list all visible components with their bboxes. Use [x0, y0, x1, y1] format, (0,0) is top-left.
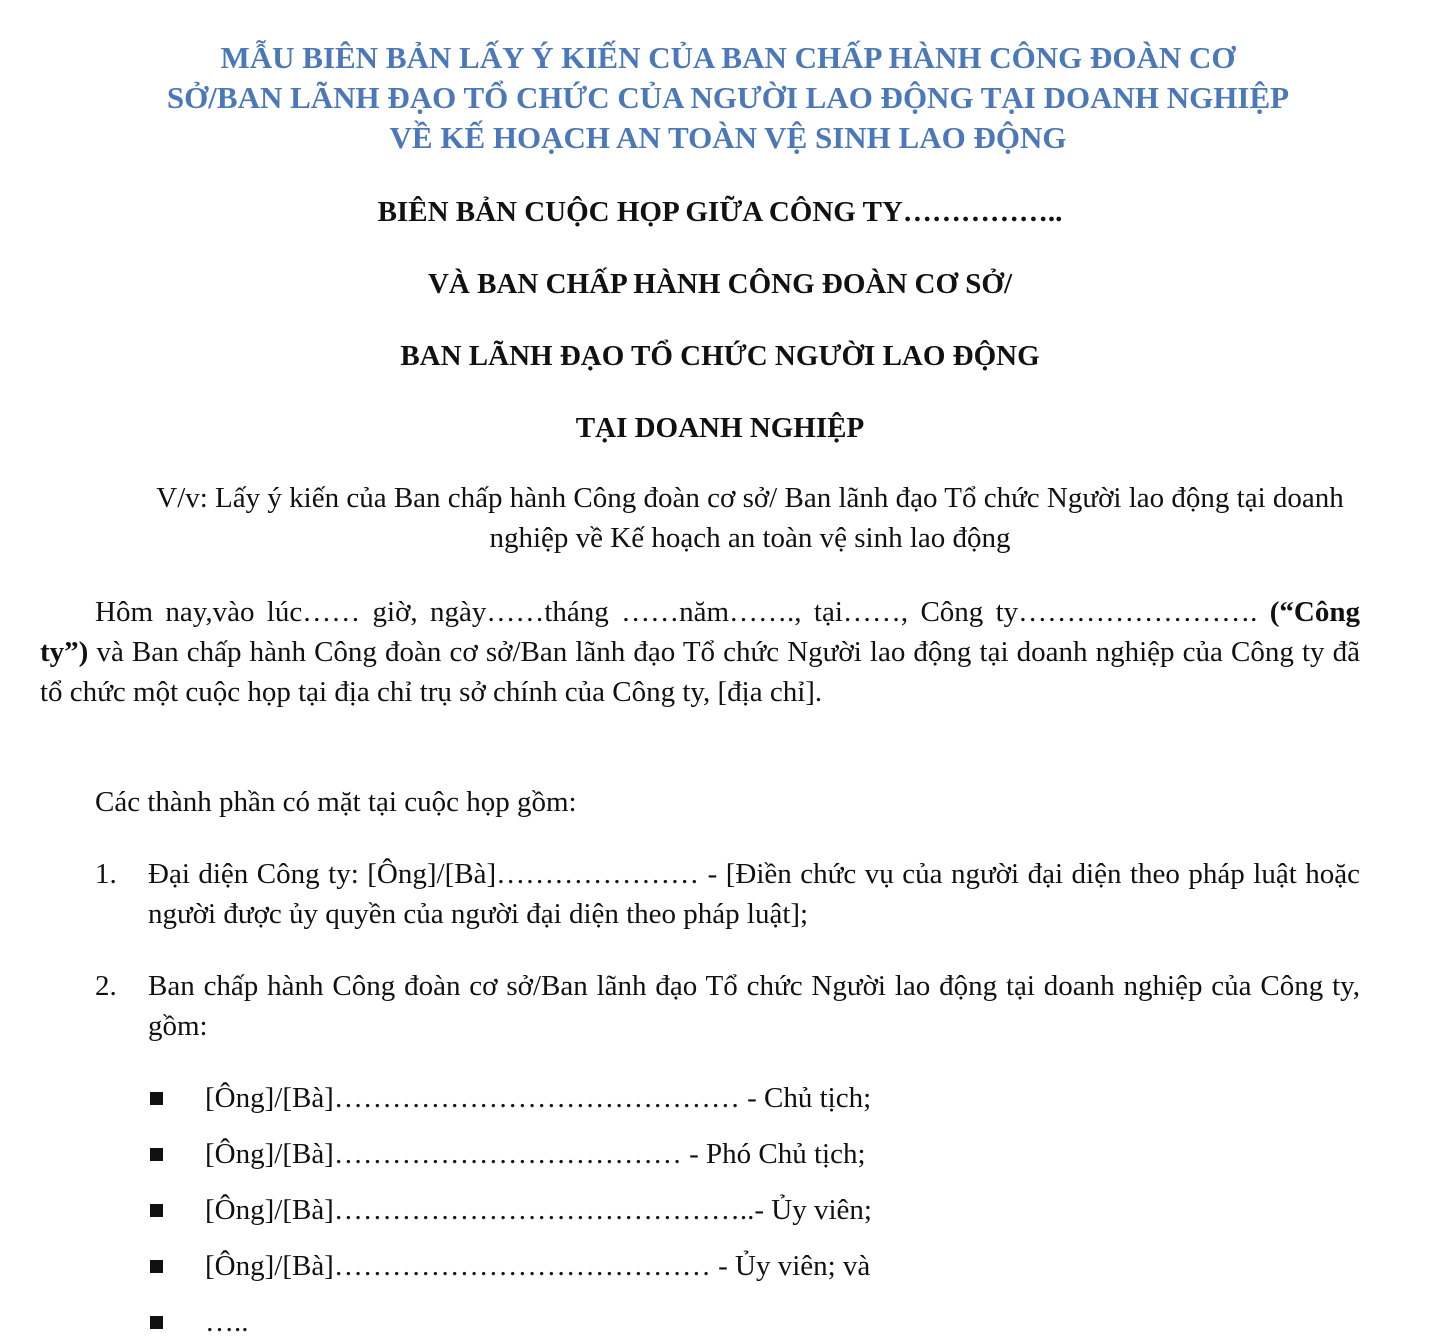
- title-line: MẪU BIÊN BẢN LẤY Ý KIẾN CỦA BAN CHẤP HÀNH CÔNG ĐOÀN CƠ: [220, 40, 1236, 75]
- square-bullet-icon: [150, 1092, 163, 1105]
- member-text: [Ông]/[Bà]……………………………… - Phó Chủ tịch;: [205, 1138, 866, 1170]
- square-bullet-icon: [150, 1148, 163, 1161]
- member-item: [150, 1190, 872, 1230]
- list-item: [95, 966, 1360, 1046]
- list-item: [95, 854, 1360, 934]
- heading-line: BAN LÃNH ĐẠO TỔ CHỨC NGƯỜI LAO ĐỘNG: [400, 340, 1040, 372]
- intro-paragraph: [40, 592, 1360, 712]
- intro-text: và Ban chấp hành Công đoàn cơ sở/Ban lãnh đạo Tổ chức Người lao động tại doanh nghiệp của Công ty đã tổ chức một cuộc họp tại địa chỉ trụ sở chính của Công ty, [địa chỉ].: [40, 636, 1360, 708]
- heading-line: VÀ BAN CHẤP HÀNH CÔNG ĐOÀN CƠ SỞ/: [427, 268, 1013, 300]
- member-text: [Ông]/[Bà]………………………………… - Ủy viên; và: [205, 1250, 871, 1282]
- square-bullet-icon: [150, 1204, 163, 1217]
- title-line: VỀ KẾ HOẠCH AN TOÀN VỆ SINH LAO ĐỘNG: [389, 120, 1067, 155]
- member-text: …..: [205, 1306, 249, 1338]
- list-item-text: Ban chấp hành Công đoàn cơ sở/Ban lãnh đạo Tổ chức Người lao động tại doanh nghiệp của Công ty, gồm:: [148, 970, 1360, 1042]
- heading-line: TẠI DOANH NGHIỆP: [575, 412, 865, 444]
- member-item: [150, 1078, 871, 1118]
- title-line: SỞ/BAN LÃNH ĐẠO TỔ CHỨC CỦA NGƯỜI LAO ĐỘNG TẠI DOANH NGHIỆP: [166, 80, 1290, 115]
- member-item: [150, 1246, 870, 1286]
- member-text: [Ông]/[Bà]……………………………………..- Ủy viên;: [205, 1194, 872, 1226]
- intro-text: Hôm nay,vào lúc…… giờ, ngày……tháng ……năm……., tại……, Công ty…………………….: [95, 596, 1270, 628]
- list-number: 1.: [95, 858, 117, 890]
- list-number: 2.: [95, 970, 117, 1002]
- square-bullet-icon: [150, 1316, 163, 1329]
- document-title: [60, 38, 1396, 158]
- square-bullet-icon: [150, 1260, 163, 1273]
- member-item: [150, 1134, 866, 1174]
- heading-line: BIÊN BẢN CUỘC HỌP GIỮA CÔNG TY……………..: [377, 196, 1063, 228]
- attendees-label: Các thành phần có mặt tại cuộc họp gồm:: [95, 786, 577, 818]
- member-item: [150, 1302, 249, 1342]
- intro-bold-company: (“Công ty”): [40, 596, 1360, 668]
- list-item-text: Đại diện Công ty: [Ông]/[Bà]………………… - [Điền chức vụ của người đại diện theo pháp luật hoặc người được ủy quyền của người đại diện theo pháp luật];: [148, 858, 1360, 930]
- subject-line: V/v: Lấy ý kiến của Ban chấp hành Công đoàn cơ sở/ Ban lãnh đạo Tổ chức Người lao động tại doanh nghiệp về Kế hoạch an toàn vệ sinh lao động: [156, 482, 1344, 554]
- member-text: [Ông]/[Bà]…………………………………… - Chủ tịch;: [205, 1082, 872, 1114]
